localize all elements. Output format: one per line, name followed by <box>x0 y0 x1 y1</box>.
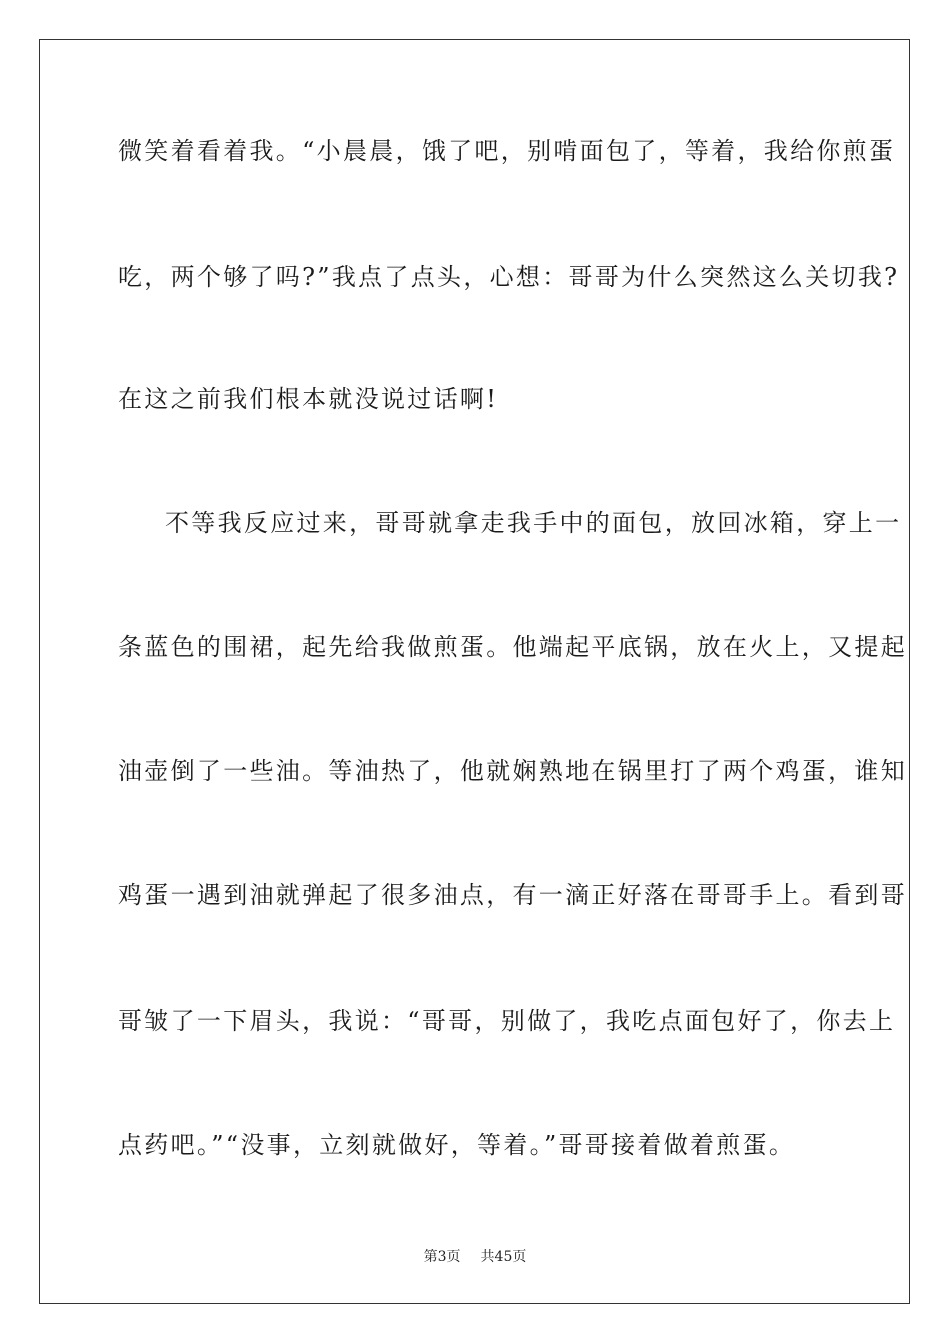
text-line: 哥皱了一下眉头，我说：“哥哥，别做了，我吃点面包好了，你去上 <box>118 1007 896 1035</box>
paragraph-first-line: 不等我反应过来，哥哥就拿走我手中的面包，放回冰箱，穿上一 <box>165 509 902 537</box>
text-line: 点药吧。”“没事，立刻就做好，等着。”哥哥接着做着煎蛋。 <box>118 1131 796 1159</box>
text-line: 微笑着看着我。“小晨晨，饿了吧，别啃面包了，等着，我给你煎蛋 <box>118 137 896 165</box>
page-total: 共45页 <box>480 1249 527 1265</box>
text-line: 在这之前我们根本就没说过话啊! <box>118 385 499 413</box>
text-line: 油壶倒了一些油。等油热了，他就娴熟地在锅里打了两个鸡蛋，谁知 <box>118 757 907 785</box>
page-number: 第3页 <box>423 1249 461 1265</box>
text-line: 吃，两个够了吗?”我点了点头，心想：哥哥为什么突然这么关切我? <box>118 263 900 291</box>
text-line: 鸡蛋一遇到油就弹起了很多油点，有一滴正好落在哥哥手上。看到哥 <box>118 881 907 909</box>
text-line: 条蓝色的围裙，起先给我做煎蛋。他端起平底锅，放在火上，又提起 <box>118 633 907 661</box>
page-border <box>39 39 910 1304</box>
page-footer <box>0 1248 950 1266</box>
